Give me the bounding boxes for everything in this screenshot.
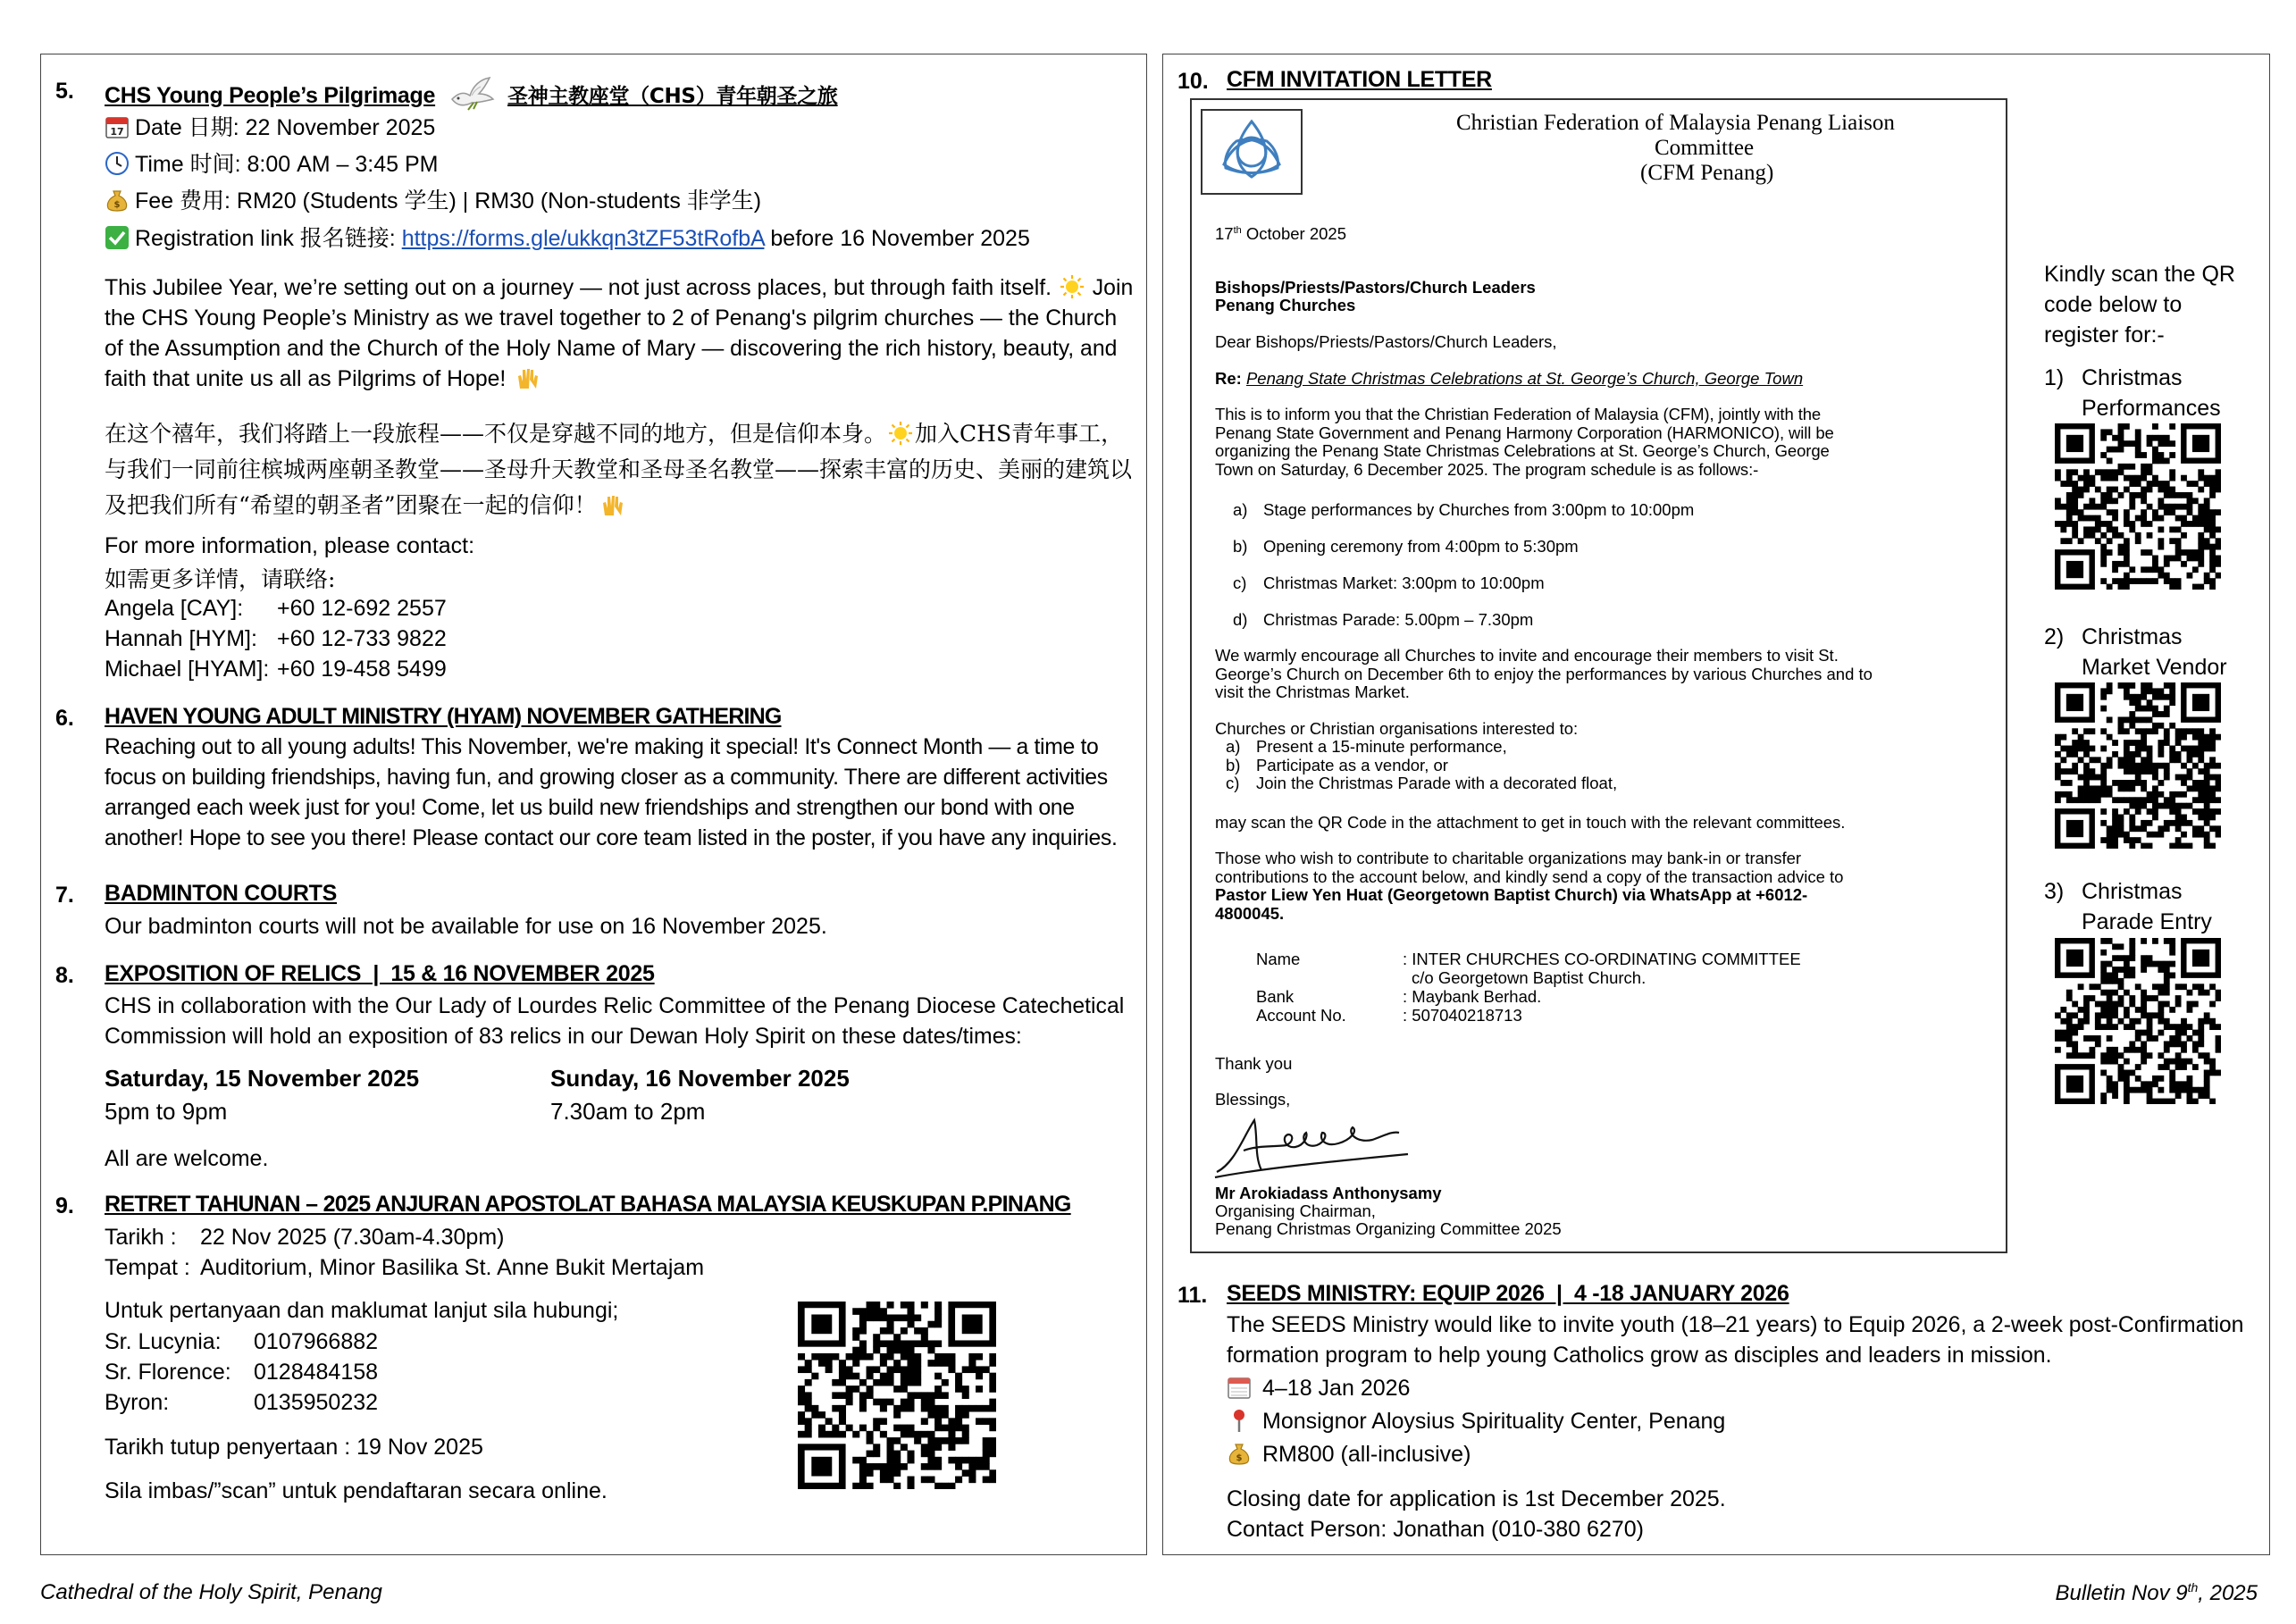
letter-contribution-3: Pastor Liew Yen Huat (Georgetown Baptist Church) via WhatsApp at +6012- [1215,885,1808,904]
s8-time-2: 7.30am to 2pm [550,1098,706,1125]
section-6-number: 6. [55,706,74,731]
letter-date-rest: October 2025 [1241,224,1347,244]
s11-date: 4–18 Jan 2026 [1262,1376,1411,1401]
section-5-heading [105,76,838,112]
s10-item-2-line-2: Market Vendor [2082,655,2227,680]
section-5-title-chinese: 圣神主教座堂（CHS）青年朝圣之旅 [507,85,838,108]
section-7-number: 7. [55,883,74,908]
calendar-icon [105,114,130,139]
s9-venue-label: Tempat : [105,1255,190,1280]
letter-date [1215,221,1346,244]
section-10-number: 10. [1177,69,1209,94]
footer-bulletin-label: Bulletin Nov 9 [2055,1581,2188,1605]
s9-contact-name-3: Byron: [105,1390,170,1415]
letter-org-line-3: (CFM Penang) [1640,161,1774,185]
letter-thanks: Thank you [1215,1054,1293,1073]
letter-options [1256,738,1617,793]
christmas-market-vendor-qr-code[interactable] [2055,682,2221,849]
letter-account-no-label: Account No. [1256,1006,1346,1025]
s10-item-3-line-1: Christmas [2082,879,2183,904]
section-9-title: RETRET TAHUNAN – 2025 ANJURAN APOSTOLAT BAHASA MALAYSIA KEUSKUPAN P.PINANG [105,1192,1071,1217]
s5-paragraph-chinese-b: 加入CHS青年事工，与我们一同前往槟城两座朝圣教堂——圣母升天教堂和圣母圣名教堂——探索丰富的历史、美丽的建筑以及把我们所有“希望的朝圣者”团聚在一起的信仰！ [105,421,1133,518]
s10-qr-intro: Kindly scan the QR code below to register for:- [2044,262,2235,347]
s11-cost: RM800 (all-inclusive) [1262,1442,1471,1467]
s9-closing-date: Tarikh tutup penyertaan : 19 Nov 2025 [105,1435,483,1460]
s9-venue: Auditorium, Minor Basilika St. Anne Bukit Mertajam [200,1255,705,1280]
svg-text:17: 17 [110,126,124,138]
s5-contact-name-1: Angela [CAY]: [105,596,244,621]
letter-account-no: : 507040218713 [1403,1006,1522,1025]
section-5-title: CHS Young People’s Pilgrimage [105,83,436,108]
s5-registration-row [105,223,1030,254]
letter-encourage [1215,647,1873,702]
footer-bulletin-suffix: th [2187,1580,2199,1595]
section-11-title: SEEDS MINISTRY: EQUIP 2026 | 4 -18 JANUARY 2026 [1227,1281,1789,1306]
footer-bulletin-year: , 2025 [2198,1581,2258,1605]
letter-option-1: Present a 15-minute performance, [1256,737,1507,756]
s5-registration-link[interactable]: https://forms.gle/ukkqn3tZF53tRofbA [401,226,765,251]
section-5-number: 5. [55,79,74,104]
letter-subject [1215,369,1803,389]
letter-subject-label: Re: [1215,369,1242,388]
sun-icon [888,421,913,446]
letter-contribution-2: contributions to the account below, and kindly send a copy of the transaction advice to [1215,866,1844,886]
letter-date-suffix: th [1233,225,1242,236]
letter-option-3: Join the Christmas Parade with a decorated float, [1256,774,1618,792]
svg-text:$: $ [1236,1453,1243,1463]
letter-sched-item-2: Opening ceremony from 4:00pm to 5:30pm [1263,537,1579,556]
section-11-body: The SEEDS Ministry would like to invite youth (18–21 years) to Equip 2026, a 2-week post-Confirmation formation program to help young Catholics grow as disciples and leaders in mission. [1227,1313,2244,1368]
s9-scan-note: Sila imbas/”scan” untuk pendaftaran secara online. [105,1478,608,1503]
s5-paragraph-english-b: Join the CHS Young People’s Ministry as we travel together to 2 of Penang's pilgrim churches — the Church of the Assumption and the Church of the Holy Name of Mary — discovering the rich history, beauty, and faith that unite us all as Pilgrims of Hope! [105,276,1134,391]
money-bag-icon [105,188,130,213]
section-8-number: 8. [55,963,74,988]
letter-org-line-1: Christian Federation of Malaysia Penang Liaison [1456,111,1895,135]
s5-contact-phone-2: +60 12-733 9822 [277,626,447,651]
s9-contact-name-1: Sr. Lucynia: [105,1329,222,1354]
section-7-title: BADMINTON COURTS [105,881,338,906]
s9-contact-intro: Untuk pertanyaan dan maklumat lanjut sila hubungi; [105,1298,619,1323]
s5-registration-label: Registration link 报名链接: [135,226,402,251]
s10-item-1-line-2: Performances [2082,396,2221,421]
s11-closing-date: Closing date for application is 1st December 2025. [1227,1486,1726,1511]
s8-day-2: Sunday, 16 November 2025 [550,1065,850,1092]
letter-scan-note: may scan the QR Code in the attachment to get in touch with the relevant committees. [1215,813,1846,832]
s5-contact-name-2: Hannah [HYM]: [105,626,257,651]
signature-icon [1208,1109,1422,1181]
s10-item-2-number: 2) [2044,624,2065,649]
letter-date-day: 17 [1215,224,1234,244]
raised-hands-icon [600,492,625,517]
letter-signatory-name: Mr Arokiadass Anthonysamy [1215,1184,1442,1202]
section-11-number: 11. [1177,1283,1208,1308]
s11-cost-row [1227,1439,1471,1469]
letter-recipient-1: Bishops/Priests/Pastors/Church Leaders [1215,278,1536,297]
letter-option-2: Participate as a vendor, or [1256,755,1448,774]
s11-place: Monsignor Aloysius Spirituality Center, Penang [1262,1409,1726,1434]
letter-account-name: : INTER CHURCHES CO-ORDINATING COMMITTEE [1403,950,1801,968]
letter-recipient-2: Penang Churches [1215,296,1356,314]
letter-body-line-4: Town on Saturday, 6 December 2025. The program schedule is as follows:- [1215,459,1759,479]
letter-salutation: Dear Bishops/Priests/Pastors/Church Leaders, [1215,332,1557,351]
section-6-body: Reaching out to all young adults! This November, we're making it special! It's Connect Month — a time to focus on building friendships, having fun, and growing closer as a community. There are different activities arranged each week just for you! Come, let us build new friendships and strengthen our bond with one another! Hope to see you there! Please contact our core team listed in the poster, if you have any inquiries. [105,735,1118,850]
s9-contact-phone-3: 0135950232 [254,1390,379,1415]
letter-sched-key-3: c) [1233,573,1247,592]
s9-date-label: Tarikh : [105,1225,177,1250]
s5-contact-phone-1: +60 12-692 2557 [277,596,447,621]
letter-contribution [1215,850,1843,923]
christmas-performances-qr-code[interactable] [2055,423,2221,590]
s5-time-row [105,149,438,180]
s11-place-row [1227,1406,1725,1436]
s11-contact: Contact Person: Jonathan (010-380 6270) [1227,1517,1644,1542]
section-7-body: Our badminton courts will not be available for use on 16 November 2025. [105,914,827,939]
raised-hands-icon [515,365,540,390]
letter-account-name-label: Name [1256,950,1301,968]
footer-bulletin-date [2056,1580,2258,1606]
s10-item-1-number: 1) [2044,365,2065,390]
s10-item-2-line-1: Christmas [2082,624,2183,649]
letter-blessings: Blessings, [1215,1090,1291,1109]
map-pin-icon [1227,1408,1252,1433]
letter-option-keys [1226,738,1240,793]
section-8-body: CHS in collaboration with the Our Lady of Lourdes Relic Committee of the Penang Diocese Catechetical Commission will hold an exposition of 83 relics in our Dewan Holy Spirit on these dates/times: [105,994,1125,1049]
letter-sched-key-1: a) [1233,500,1248,519]
letter-body-line-1: This is to inform you that the Christian Federation of Malaysia (CFM), jointly with the [1215,405,1822,423]
clock-icon [105,151,130,176]
s5-paragraph-english [105,273,1141,395]
s5-paragraph-chinese-a: 在这个禧年，我们将踏上一段旅程——不仅是穿越不同的地方，但是信仰本身。 [105,421,887,447]
letter-account-name-2: c/o Georgetown Baptist Church. [1412,968,1647,987]
letter-signatory-committee: Penang Christmas Organizing Committee 2025 [1215,1219,1562,1238]
s5-contact-intro: For more information, please contact: [105,533,475,558]
letter-bank-label: Bank [1256,987,1295,1006]
money-bag-icon [1227,1441,1252,1466]
s5-paragraph-english-a: This Jubilee Year, we’re setting out on a journey — not just across places, but through faith itself. [105,276,1052,300]
letter-sched-item-3: Christmas Market: 3:00pm to 10:00pm [1263,573,1545,592]
s8-time-1: 5pm to 9pm [105,1098,228,1125]
s5-contact-intro-chinese: 如需更多详情，请联络: [105,566,336,592]
s9-contact-name-2: Sr. Florence: [105,1360,231,1385]
letter-signatory-role: Organising Chairman, [1215,1201,1376,1220]
s8-day-1: Saturday, 15 November 2025 [105,1065,420,1092]
letter-sched-item-4: Christmas Parade: 5.00pm – 7.30pm [1263,610,1534,629]
s11-date-row [1227,1373,1410,1403]
letter-subject-text: Penang State Christmas Celebrations at St. George’s Church, George Town [1245,369,1804,388]
cfm-logo-icon [1201,109,1303,195]
dove-icon [447,76,497,112]
letter-org-line-2: Committee [1655,136,1755,160]
s5-fee: Fee 费用: RM20 (Students 学生) | RM30 (Non-students 非学生) [135,188,762,213]
calendar-icon [1227,1375,1252,1400]
letter-bank: : Maybank Berhad. [1403,987,1542,1006]
section-8-title: EXPOSITION OF RELICS | 15 & 16 NOVEMBER 2025 [105,961,655,986]
christmas-parade-entry-qr-code[interactable] [2055,938,2221,1104]
s9-registration-qr-code[interactable] [798,1302,996,1489]
letter-encourage-1: We warmly encourage all Churches to invite and encourage their members to visit St. [1215,646,1839,665]
sun-icon [1060,274,1085,299]
s5-date-row [105,113,435,143]
svg-text:$: $ [113,200,121,210]
s10-item-3-line-2: Parade Entry [2082,909,2212,934]
letter-body-1 [1215,406,1834,479]
s5-contact-phone-3: +60 19-458 5499 [277,657,447,682]
letter-sched-item-1: Stage performances by Churches from 3:00pm to 10:00pm [1263,500,1695,519]
cfm-invitation-letter [1190,98,2007,1253]
s5-registration-deadline: before 16 November 2025 [764,226,1030,251]
s5-fee-row [105,186,761,216]
letter-encourage-3: visit the Christmas Market. [1215,682,1410,701]
check-mark-icon [105,225,130,250]
letter-sched-key-4: d) [1233,610,1248,629]
s10-item-3-number: 3) [2044,879,2065,904]
s9-contact-phone-1: 0107966882 [254,1329,379,1354]
letter-contribution-1: Those who wish to contribute to charitable organizations may bank-in or transfer [1215,849,1802,867]
letter-body-line-3: organizing the Penang State Christmas Celebrations at St. George’s Church, George [1215,441,1830,460]
letter-interested: Churches or Christian organisations interested to: [1215,719,1579,738]
letter-option-key-2: b) [1226,755,1241,774]
section-10-title: CFM INVITATION LETTER [1227,67,1492,92]
s10-item-1-line-1: Christmas [2082,365,2183,390]
s5-contact-name-3: Michael [HYAM]: [105,657,270,682]
s5-paragraph-chinese [105,416,1141,523]
letter-sched-key-2: b) [1233,537,1248,556]
s5-date: Date 日期: 22 November 2025 [135,115,436,140]
s9-date: 22 Nov 2025 (7.30am-4.30pm) [200,1225,505,1250]
letter-encourage-2: George’s Church on December 6th to enjoy the performances by various Churches and to [1215,664,1873,683]
letter-body-line-2: Penang State Government and Penang Harmony Corporation (HARMONICO), will be [1215,423,1834,442]
letter-contribution-4: 4800045. [1215,903,1285,923]
s8-welcome: All are welcome. [105,1146,269,1171]
footer-parish-name: Cathedral of the Holy Spirit, Penang [40,1580,382,1604]
section-6-title: HAVEN YOUNG ADULT MINISTRY (HYAM) NOVEMBER GATHERING [105,704,782,729]
letter-option-key-3: c) [1226,774,1240,792]
s9-contact-phone-2: 0128484158 [254,1360,379,1385]
letter-option-key-1: a) [1226,737,1241,756]
section-9-number: 9. [55,1193,74,1218]
s5-time: Time 时间: 8:00 AM – 3:45 PM [135,152,439,177]
